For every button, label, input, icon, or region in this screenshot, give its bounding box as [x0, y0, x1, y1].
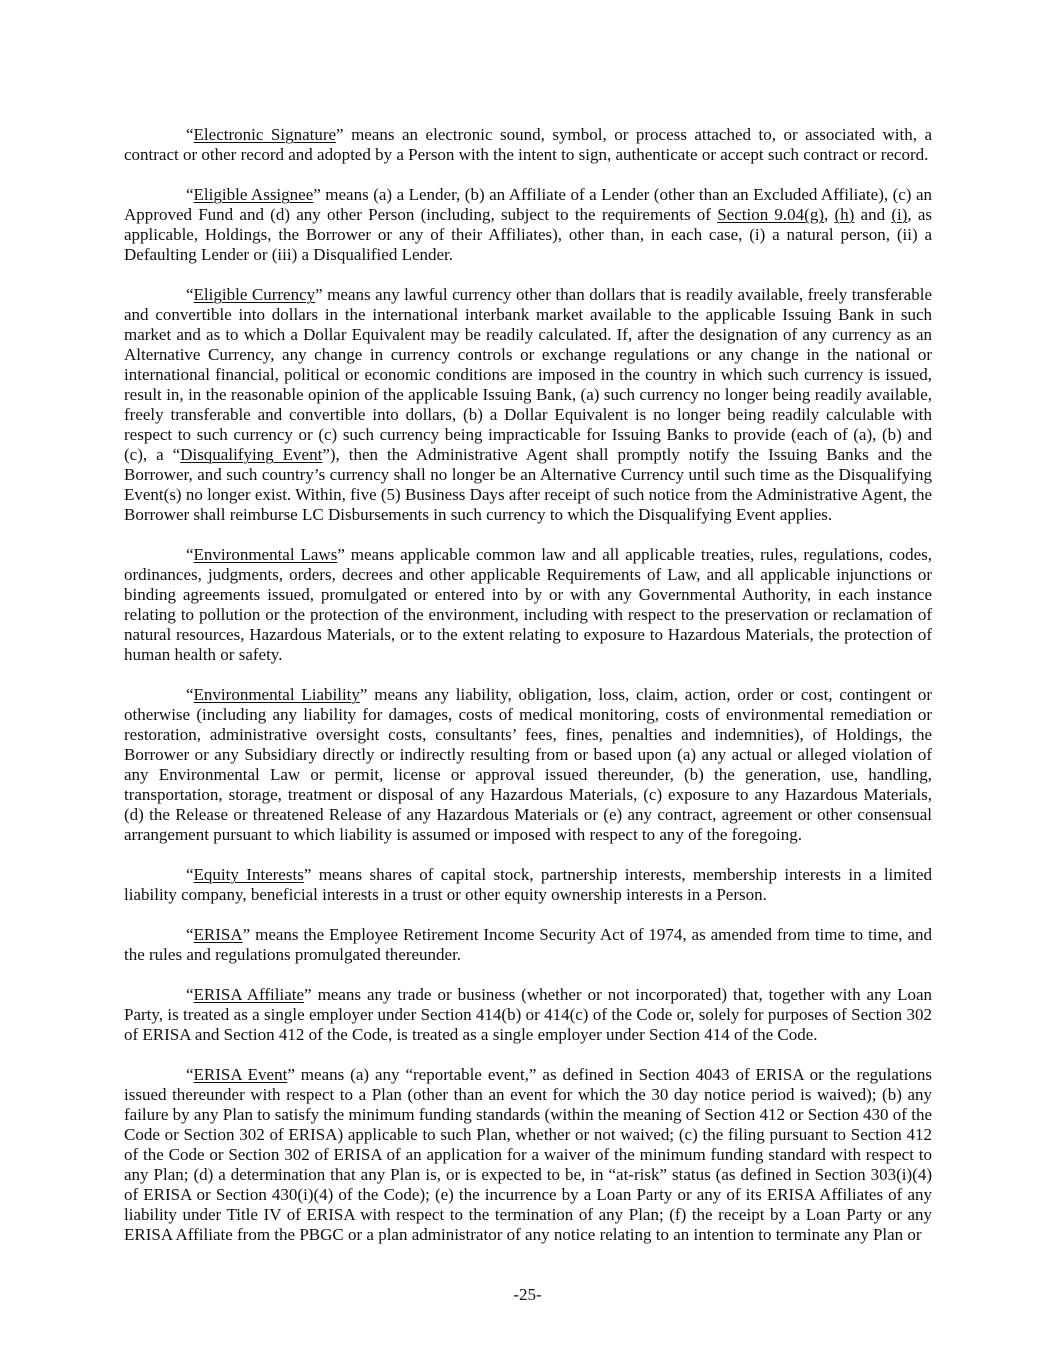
definition-paragraph	[124, 1065, 932, 1245]
paragraph-text: “	[186, 925, 194, 944]
paragraph-text: ” means shares of capital stock, partnership interests, membership interests in a limited liability company, beneficial interests in a trust or other equity ownership interests in a Person.	[124, 865, 932, 904]
paragraph-text: ” means any lawful currency other than dollars that is readily available, freely transferable and convertible into dollars in the international interbank market available to the applicable Issuing Bank in such market and as to which a Dollar Equivalent may be readily calculated. If, after the designation of any currency as an Alternative Currency, any change in currency controls or exchange regulations or any change in the national or international financial, political or economic conditions are imposed in the country in which such currency is issued, result in, in the reasonable opinion of the applicable Issuing Bank, (a) such currency no longer being readily available, freely transferable and convertible into dollars, (b) a Dollar Equivalent is no longer being readily calculable with respect to such currency or (c) such currency being impracticable for Issuing Banks to provide (each of (a), (b) and (c), a “	[124, 285, 932, 464]
paragraph-text: ” means an electronic sound, symbol, or process attached to, or associated with, a contract or other record and adopted by a Person with the intent to sign, authenticate or accept such contract or record.	[124, 125, 932, 164]
defined-term: ERISA Affiliate	[193, 985, 305, 1004]
section-reference: (h)	[834, 205, 855, 224]
definition-paragraph	[124, 125, 932, 165]
document-body	[124, 125, 932, 1265]
paragraph-text: ” means (a) any “reportable event,” as defined in Section 4043 of ERISA or the regulations issued thereunder with respect to a Plan (other than an event for which the 30 day notice period is waived); (b) any failure by any Plan to satisfy the minimum funding standards (within the meaning of Section 412 or Section 430 of the Code or Section 302 of ERISA) applicable to such Plan, whether or not waived; (c) the filing pursuant to Section 412 of the Code or Section 302 of ERISA of an application for a waiver of the minimum funding standard with respect to any Plan; (d) a determination that any Plan is, or is expected to be, in “at-risk” status (as defined in Section 303(i)(4) of ERISA or Section 430(i)(4) of the Code); (e) the incurrence by a Loan Party or any of its ERISA Affiliates of any liability under Title IV of ERISA with respect to the termination of any Plan; (f) the receipt by a Loan Party or any ERISA Affiliate from the PBGC or a plan administrator of any notice relating to an intention to terminate any Plan or	[124, 1065, 932, 1244]
defined-term: Electronic Signature	[193, 125, 337, 144]
definition-paragraph	[124, 925, 932, 965]
defined-term: Environmental Liability	[193, 685, 360, 704]
definition-paragraph	[124, 985, 932, 1045]
section-reference: (i)	[891, 205, 908, 224]
defined-term: Equity Interests	[193, 865, 304, 884]
paragraph-text: ” means (a) a Lender, (b) an Affiliate of a Lender (other than an Excluded Affiliate), (c) an Approved Fund and (d) any other Person (including, subject to the requirements of	[124, 185, 932, 224]
paragraph-text: ” means any liability, obligation, loss, claim, action, order or cost, contingent or otherwise (including any liability for damages, costs of medical monitoring, costs of environmental remediation or restoration, administrative oversight costs, consultants’ fees, fines, penalties and indemnities), of Holdings, the Borrower or any Subsidiary directly or indirectly resulting from or based upon (a) any actual or alleged violation of any Environmental Law or permit, license or approval issued thereunder, (b) the generation, use, handling, transportation, storage, treatment or disposal of any Hazardous Materials, (c) exposure to any Hazardous Materials, (d) the Release or threatened Release of any Hazardous Materials or (e) any contract, agreement or other consensual arrangement pursuant to which liability is assumed or imposed with respect to any of the foregoing.	[124, 685, 933, 844]
definition-paragraph	[124, 285, 932, 525]
paragraph-text: “	[186, 185, 194, 204]
defined-term: ERISA Event	[193, 1065, 288, 1084]
definition-paragraph	[124, 865, 932, 905]
paragraph-text: ” means the Employee Retirement Income Security Act of 1974, as amended from time to time, and the rules and regulations promulgated thereunder.	[124, 925, 932, 964]
paragraph-text: , as applicable, Holdings, the Borrower or any of their Affiliates), other than, in each case, (i) a natural person, (ii) a Defaulting Lender or (iii) a Disqualified Lender.	[124, 205, 933, 264]
paragraph-text: ,	[824, 205, 835, 224]
section-reference: Section 9.04(g)	[717, 205, 824, 224]
paragraph-text: and	[854, 205, 892, 224]
paragraph-text: “	[186, 125, 194, 144]
paragraph-text: “	[186, 685, 194, 704]
definition-paragraph	[124, 685, 932, 845]
paragraph-text: “	[186, 285, 194, 304]
definition-paragraph	[124, 545, 932, 665]
page-number: -25-	[513, 1285, 542, 1304]
defined-term: ERISA	[193, 925, 243, 944]
definition-paragraph	[124, 185, 932, 265]
section-reference: Disqualifying Event	[180, 445, 323, 464]
paragraph-text: “	[186, 865, 194, 884]
paragraph-text: ” means applicable common law and all applicable treaties, rules, regulations, codes, ordinances, judgments, orders, decrees and other applicable Requirements of Law, and all applicable injunctions or binding agreements issued, promulgated or entered into by or with any Governmental Authority, in each instance relating to pollution or the protection of the environment, including with respect to the preservation or reclamation of natural resources, Hazardous Materials, or to the extent relating to exposure to Hazardous Materials, the protection of human health or safety.	[124, 545, 932, 664]
paragraph-text: ”), then the Administrative Agent shall promptly notify the Issuing Banks and the Borrower, and such country’s currency shall no longer be an Alternative Currency until such time as the Disqualifying Event(s) no longer exist. Within, five (5) Business Days after receipt of such notice from the Administrative Agent, the Borrower shall reimburse LC Disbursements in such currency to which the Disqualifying Event applies.	[124, 445, 933, 524]
paragraph-text: “	[186, 985, 194, 1004]
paragraph-text: “	[186, 1065, 194, 1084]
defined-term: Eligible Assignee	[193, 185, 314, 204]
paragraph-text: “	[186, 545, 194, 564]
defined-term: Eligible Currency	[193, 285, 316, 304]
paragraph-text: ” means any trade or business (whether or not incorporated) that, together with any Loan Party, is treated as a single employer under Section 414(b) or 414(c) of the Code or, solely for purposes of Section 302 of ERISA and Section 412 of the Code, is treated as a single employer under Section 414 of the Code.	[124, 985, 932, 1044]
defined-term: Environmental Laws	[193, 545, 338, 564]
